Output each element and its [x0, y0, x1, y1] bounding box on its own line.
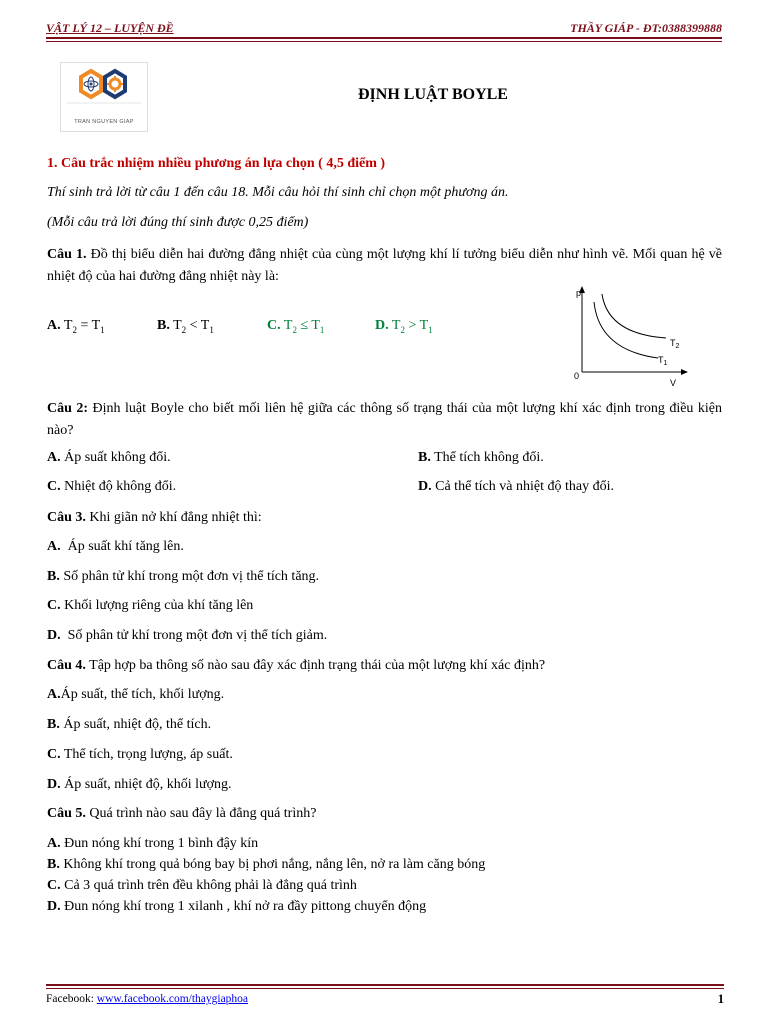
q1-option-a[interactable]: A. $T_2 = T_1$	[47, 318, 105, 335]
header-teacher-phone: THẦY GIÁP - ĐT:0388399888	[570, 21, 722, 35]
q4-option-d[interactable]: D. Áp suất, nhiệt độ, khối lượng.	[47, 777, 232, 792]
question-label: Câu 2:	[47, 401, 89, 416]
footer-rule-thin	[46, 988, 724, 989]
q4-option-a[interactable]: A.Áp suất, thể tích, khối lượng.	[47, 687, 225, 702]
question-label: Câu 3.	[47, 510, 86, 525]
q5-option-a[interactable]: A. Đun nóng khí trong 1 bình đậy kín	[47, 836, 259, 851]
question-3	[47, 510, 262, 526]
page-number: 1	[717, 992, 724, 1006]
isotherm-t1	[594, 302, 658, 358]
question-label: Câu 4.	[47, 658, 86, 673]
header-rule-thin	[46, 41, 722, 42]
t1-label: $T_1$	[658, 355, 668, 367]
question-text: Quá trình nào sau đây là đẳng quá trình?	[89, 806, 317, 821]
q5-option-c[interactable]: C. Cả 3 quá trình trên đều không phải là đẳng quá trình	[47, 878, 357, 893]
question-label: Câu 1.	[47, 247, 87, 262]
section-instruction: Thí sinh trả lời từ câu 1 đến câu 18. Mỗi câu hỏi thí sinh chỉ chọn một phương án.	[47, 185, 509, 200]
footer-facebook-label: Facebook:	[46, 993, 97, 1005]
footer-facebook	[46, 993, 248, 1005]
q2-option-c[interactable]: C. Nhiệt độ không đổi.	[47, 479, 177, 494]
q2-option-d[interactable]: D. Cả thể tích và nhiệt độ thay đổi.	[418, 479, 614, 494]
facebook-link[interactable]: www.facebook.com/thaygiaphoa	[96, 993, 249, 1005]
origin-label: 0	[574, 371, 580, 381]
q1-option-c[interactable]: C. $T_2 \le T_1$	[267, 318, 325, 335]
p-axis-label: p	[576, 288, 582, 298]
header-rule	[46, 37, 722, 39]
q3-option-c[interactable]: C. Khối lượng riêng của khí tăng lên	[47, 598, 254, 613]
header-subject: VẬT LÝ 12 – LUYỆN ĐỀ	[46, 21, 174, 35]
q3-option-d[interactable]: D. Số phân tử khí trong một đơn vị thể tích giảm.	[47, 628, 328, 643]
isotherm-t2	[602, 294, 666, 338]
q4-option-b[interactable]: B. Áp suất, nhiệt độ, thể tích.	[47, 717, 212, 732]
logo-icon	[61, 63, 147, 115]
question-text: Tập hợp ba thông số nào sau đây xác định trạng thái của một lượng khí xác định?	[89, 658, 546, 673]
section-heading: 1. Câu trắc nhiệm nhiều phương án lựa chọn ( 4,5 điểm )	[47, 156, 386, 171]
footer-rule	[46, 984, 724, 986]
question-2	[47, 398, 722, 442]
logo-text: TRAN NGUYEN GIAP	[74, 119, 134, 125]
q4-option-c[interactable]: C. Thể tích, trọng lượng, áp suất.	[47, 747, 233, 762]
v-axis-arrow-icon	[681, 369, 688, 375]
page-title: ĐỊNH LUẬT BOYLE	[358, 86, 508, 103]
q3-option-b[interactable]: B. Số phân tử khí trong một đơn vị thể tích tăng.	[47, 569, 320, 584]
t2-label: $T_2$	[670, 338, 680, 350]
q1-option-d[interactable]: D. $T_2 > T_1$	[375, 318, 433, 335]
v-axis-label: V	[670, 378, 677, 388]
page-footer	[46, 984, 724, 1008]
q3-option-a[interactable]: A. Áp suất khí tăng lên.	[47, 539, 184, 554]
question-text: Định luật Boyle cho biết mối liên hệ giữa các thông số trạng thái của một lượng khí xác định trong điều kiện nào?	[47, 401, 722, 438]
q2-option-b[interactable]: B. Thể tích không đổi.	[418, 450, 544, 465]
question-label: Câu 5.	[47, 806, 86, 821]
section-note: (Mỗi câu trả lời đúng thí sinh được 0,25 điểm)	[47, 215, 309, 230]
q5-option-d[interactable]: D. Đun nóng khí trong 1 xilanh , khí nở ra đầy pittong chuyển động	[47, 899, 427, 914]
question-text: Khi giãn nở khí đẳng nhiệt thì:	[89, 510, 262, 525]
page-header	[46, 16, 722, 36]
question-5	[47, 806, 316, 822]
isotherm-graph	[566, 282, 696, 392]
q5-option-b[interactable]: B. Không khí trong quả bóng bay bị phơi nắng, nắng lên, nở ra làm căng bóng	[47, 857, 486, 872]
question-4	[47, 658, 545, 674]
q1-option-b[interactable]: B. $T_2 < T_1$	[157, 318, 214, 335]
question-text: Đồ thị biểu diễn hai đường đẳng nhiệt của cùng một lượng khí lí tưởng biểu diễn như hình vẽ. Mối quan hệ về nhiệt độ của hai đường đẳng nhiệt này là:	[47, 247, 722, 284]
q2-option-a[interactable]: A. Áp suất không đổi.	[47, 450, 171, 465]
logo	[60, 62, 148, 132]
